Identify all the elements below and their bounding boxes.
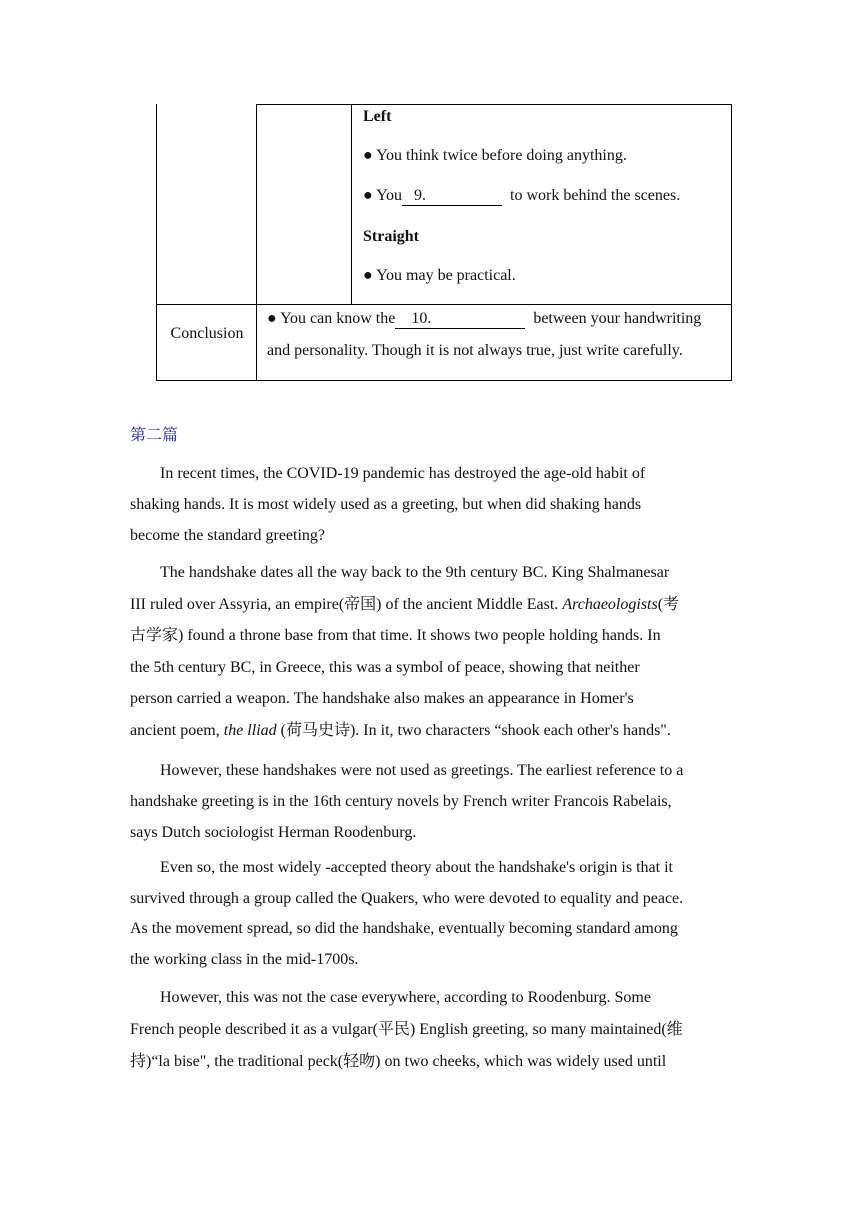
paragraph-line: As the movement spread, so did the handshake, eventually becoming standard among: [130, 920, 678, 937]
left-item-2-prefix: ● You: [363, 187, 403, 204]
paragraph-line: 持)“la bise", the traditional peck(轻吻) on two cheeks, which was widely used until: [130, 1053, 667, 1070]
left-item-2-suffix: to work behind the scenes.: [510, 187, 681, 204]
table-right-border: [731, 104, 732, 381]
paragraph-line: says Dutch sociologist Herman Roodenburg.: [130, 824, 417, 841]
blank-10: 10.: [395, 310, 525, 329]
paragraph-line: However, these handshakes were not used as greetings. The earliest reference to a: [160, 762, 684, 779]
paragraph-line: handshake greeting is in the 16th century novels by French writer Francois Rabelais,: [130, 793, 672, 810]
paragraph-line: survived through a group called the Quakers, who were devoted to equality and peace.: [130, 889, 684, 907]
text-run: (荷马史诗). In it, two characters “shook each other's hands".: [276, 721, 671, 739]
paragraph-line: shaking hands. It is most widely used as a greeting, but when did shaking hands: [130, 496, 642, 513]
text-run: (考: [657, 595, 680, 613]
paragraph-1: [130, 458, 732, 551]
paragraph-5: [130, 982, 732, 1078]
section-title: 第二篇: [130, 425, 179, 444]
paragraph-4: [130, 853, 732, 975]
left-heading: Left: [363, 108, 392, 125]
blank-9: 9.: [402, 187, 502, 206]
paragraph-line: In recent times, the COVID-19 pandemic has destroyed the age-old habit of: [160, 465, 646, 482]
table-bottom-border: [156, 380, 732, 381]
paragraph-line: Even so, the most widely -accepted theory about the handshake's origin is that it: [160, 859, 673, 876]
table-left-border: [156, 104, 157, 381]
conclusion-line-1: [267, 310, 701, 329]
italic-term-archaeologists: Archaeologists: [562, 595, 658, 613]
paragraph-line: [130, 715, 732, 747]
conclusion-line-2: and personality. Though it is not always true, just write carefully.: [267, 342, 683, 359]
table-top-border: [256, 104, 732, 105]
paragraph-line: become the standard greeting?: [130, 527, 326, 544]
paragraph-line: However, this was not the case everywhere, according to Roodenburg. Some: [160, 989, 651, 1006]
straight-heading: Straight: [363, 228, 419, 245]
table-divider-1: [256, 104, 257, 381]
conclusion-label: Conclusion: [170, 325, 244, 342]
paragraph-3: [130, 755, 732, 848]
table-middle-border: [156, 304, 732, 305]
paragraph-line: [130, 589, 732, 621]
paragraph-line: The handshake dates all the way back to the 9th century BC. King Shalmanesar: [160, 564, 670, 581]
conclusion-suffix: between your handwriting: [533, 310, 702, 327]
conclusion-prefix: ● You can know the: [267, 310, 396, 327]
paragraph-line: 古学家) found a throne base from that time. It shows two people holding hands. In: [130, 627, 661, 644]
text-run: III ruled over Assyria, an empire(帝国) of the ancient Middle East.: [130, 595, 563, 613]
left-item-2: [363, 187, 680, 206]
paragraph-line: the working class in the mid-1700s.: [130, 950, 359, 968]
table-divider-2: [351, 104, 352, 304]
paragraph-line: person carried a weapon. The handshake also makes an appearance in Homer's: [130, 690, 634, 707]
left-item-1: ● You think twice before doing anything.: [363, 147, 627, 164]
paragraph-2: [130, 557, 732, 746]
paragraph-line: French people described it as a vulgar(平民) English greeting, so many maintained(维: [130, 1021, 683, 1038]
italic-term-iliad: the lliad: [223, 721, 277, 739]
text-run: ancient poem,: [130, 721, 224, 739]
straight-item-1: ● You may be practical.: [363, 267, 516, 284]
paragraph-line: the 5th century BC, in Greece, this was a symbol of peace, showing that neither: [130, 658, 640, 676]
